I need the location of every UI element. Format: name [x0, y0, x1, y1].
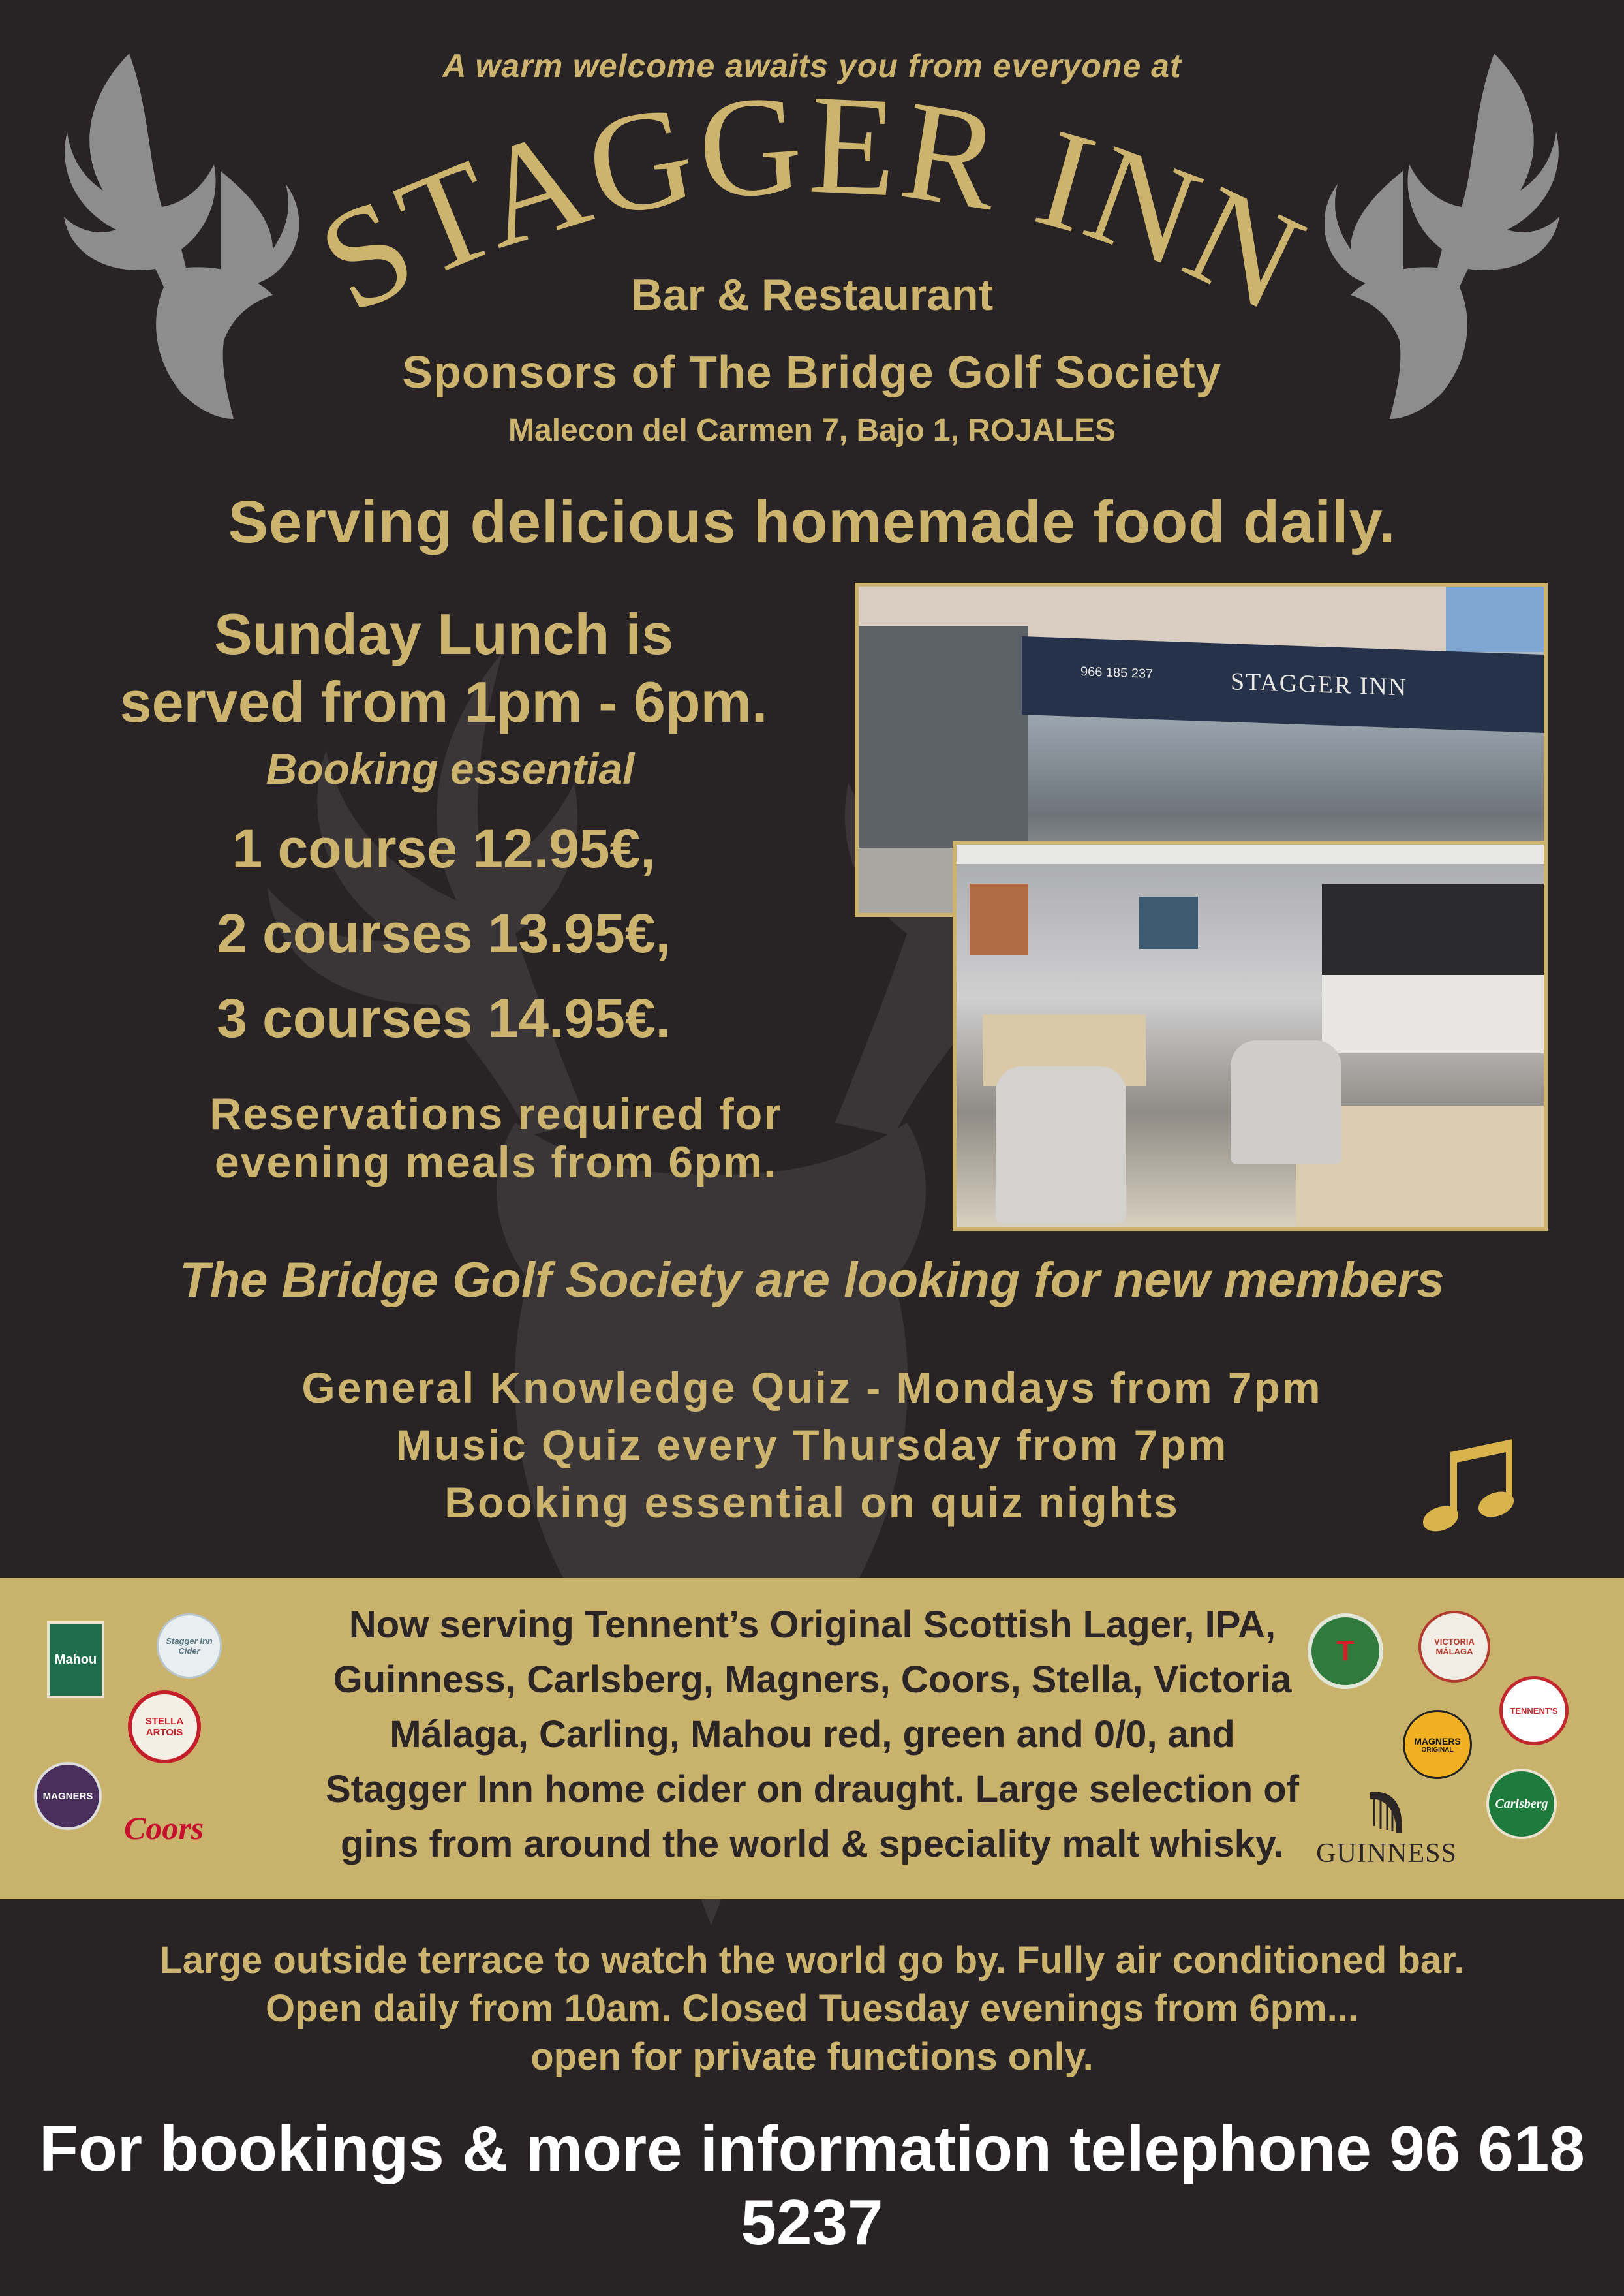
carlsberg-logo: Carlsberg: [1486, 1769, 1557, 1839]
coors-logo: Coors: [124, 1810, 204, 1846]
wall-art-1: [970, 884, 1028, 955]
info-line-1: Large outside terrace to watch the world go by. Fully air conditioned bar.: [159, 1939, 1465, 1981]
tennents-lager-logo: TENNENT'S: [1499, 1676, 1569, 1745]
sunday-line-1: Sunday Lunch is: [213, 602, 674, 666]
magners-left-logo: MAGNERS: [34, 1762, 102, 1830]
inn-name-text: STAGGER INN: [296, 78, 1327, 343]
drinks-text: [274, 1598, 1351, 1872]
course-price-1: 1 course 12.95€,: [232, 818, 656, 879]
victoria-malaga-logo: VICTORIA MÁLAGA: [1418, 1611, 1490, 1683]
course-price-3: 3 courses 14.95€.: [217, 987, 671, 1049]
quiz-line-1: General Knowledge Quiz - Mondays from 7pm: [301, 1363, 1323, 1412]
awning-sign: STAGGER INN: [1231, 668, 1408, 702]
chair-2: [1231, 1040, 1341, 1164]
sky: [1446, 587, 1548, 652]
drinks-line-4: Stagger Inn home cider on draught. Large selection of: [325, 1768, 1300, 1810]
guinness-harp-icon: [1365, 1790, 1408, 1835]
ceiling: [957, 845, 1548, 864]
info-line-2: Open daily from 10am. Closed Tuesday evenings from 6pm...: [266, 1987, 1358, 2030]
wall-art-2: [1139, 897, 1198, 949]
awning-phone: 966 185 237: [1080, 664, 1154, 682]
venue-type: Bar & Restaurant: [630, 270, 994, 320]
food-headline: Serving delicious homemade food daily.: [228, 489, 1396, 555]
reservations-line-2: evening meals from 6pm.: [214, 1138, 778, 1187]
stella-artois-logo: STELLA ARTOIS: [128, 1690, 201, 1763]
drinks-line-5: gins from around the world & speciality malt whisky.: [341, 1823, 1284, 1865]
course-price-2: 2 courses 13.95€,: [217, 903, 671, 964]
magners-right-sub: ORIGINAL: [1421, 1746, 1454, 1754]
booking-note: Booking essential: [266, 745, 635, 793]
golf-society-note: The Bridge Golf Society are looking for new members: [179, 1252, 1445, 1308]
window-display: [859, 626, 1028, 848]
bar-front: [1322, 975, 1548, 1053]
sunday-lunch: [52, 600, 835, 736]
mahou-logo: Mahou: [47, 1621, 104, 1698]
address-text: Malecon del Carmen 7, Bajo 1, ROJALES: [508, 413, 1116, 448]
drinks-line-3: Málaga, Carling, Mahou red, green and 0/0, and: [390, 1713, 1235, 1756]
cider-logo: Stagger Inn Cider: [157, 1613, 222, 1679]
interior-photo: [953, 841, 1548, 1231]
sunday-line-2: served from 1pm - 6pm.: [119, 670, 768, 734]
sponsor-text: Sponsors of The Bridge Golf Society: [402, 347, 1222, 397]
tennents-round-logo: T: [1308, 1613, 1383, 1689]
welcome-text: A warm welcome awaits you from everyone at: [442, 48, 1182, 84]
contact-telephone: For bookings & more information telephone 96 618 5237: [39, 2113, 1585, 2258]
magners-right-label: MAGNERS: [1414, 1735, 1461, 1746]
info-line-3: open for private functions only.: [530, 2036, 1094, 2078]
quiz-line-3: Booking essential on quiz nights: [444, 1478, 1180, 1527]
drinks-line-1: Now serving Tennent’s Original Scottish Lager, IPA,: [348, 1604, 1276, 1646]
reservations-note: [52, 1090, 940, 1187]
guinness-logo: GUINNESS: [1316, 1838, 1457, 1869]
music-note-icon: [1415, 1439, 1519, 1537]
drinks-line-2: Guinness, Carlsberg, Magners, Coors, Stella, Victoria: [333, 1658, 1292, 1701]
quiz-line-2: Music Quiz every Thursday from 7pm: [395, 1421, 1229, 1469]
reservations-line-1: Reservations required for: [209, 1089, 782, 1139]
chair-1: [996, 1066, 1126, 1223]
magners-right-logo: [1403, 1710, 1472, 1779]
